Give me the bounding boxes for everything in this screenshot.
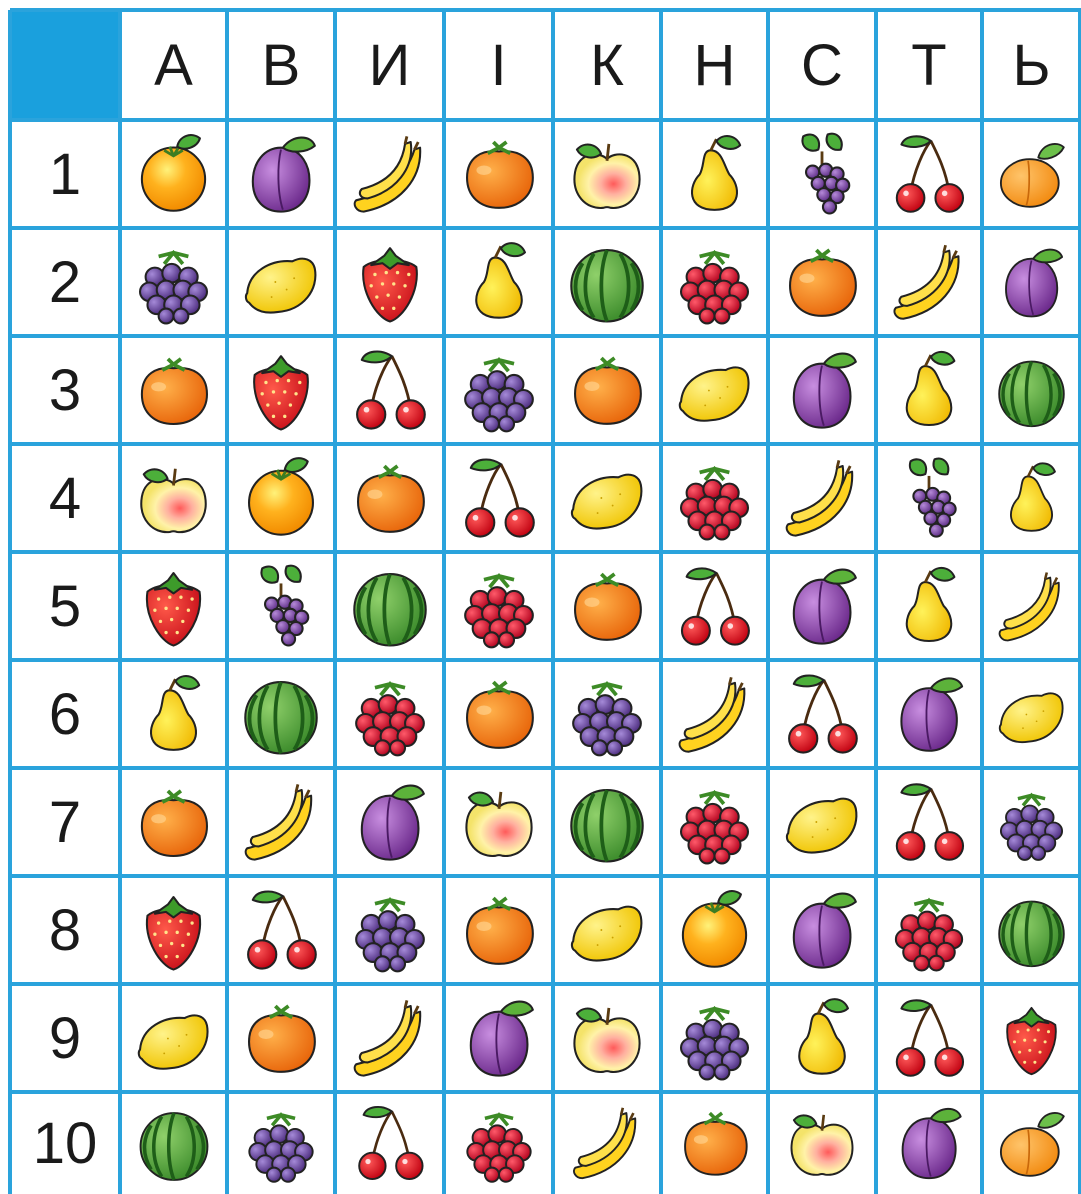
plum-icon	[775, 343, 869, 437]
grid-cell[interactable]	[771, 987, 873, 1089]
grid-cell[interactable]	[879, 123, 979, 225]
watermelon-icon	[560, 775, 654, 869]
grid-line-horizontal	[10, 442, 1081, 446]
column-header: Ь	[1012, 32, 1051, 98]
grapes-icon	[234, 559, 328, 653]
blackberry-icon	[452, 343, 546, 437]
grid-cell[interactable]	[985, 879, 1078, 981]
banana-icon	[989, 564, 1074, 649]
grid-cell[interactable]	[664, 339, 765, 441]
lemon-icon	[560, 451, 654, 545]
cherries-icon	[668, 560, 761, 653]
grid-cell[interactable]	[230, 555, 332, 657]
pear-icon	[775, 991, 869, 1085]
grid-cell[interactable]	[230, 1095, 332, 1191]
grid-line-horizontal	[10, 982, 1081, 986]
watermelon-icon	[130, 1099, 218, 1187]
lemon-icon	[989, 672, 1074, 757]
strawberry-icon	[127, 884, 220, 977]
plum-icon	[775, 559, 869, 653]
grid-cell[interactable]	[230, 987, 332, 1089]
column-header: Т	[911, 32, 947, 98]
grid-line-horizontal	[10, 550, 1081, 554]
row-header: 5	[48, 573, 82, 639]
grid-cell[interactable]	[771, 771, 873, 873]
plum-icon	[885, 1099, 973, 1187]
column-header: К	[590, 32, 624, 98]
cherries-icon	[452, 451, 546, 545]
raspberry-icon	[452, 559, 546, 653]
row-header: 6	[48, 681, 82, 747]
grid-cell[interactable]	[447, 555, 550, 657]
tangerine-icon	[127, 344, 220, 437]
grid-cell[interactable]	[556, 231, 658, 333]
grid-cell[interactable]	[447, 1095, 550, 1191]
blackberry-icon	[560, 667, 654, 761]
row-header: 9	[48, 1005, 82, 1071]
grid-cell[interactable]	[338, 879, 441, 981]
orange-icon	[127, 128, 220, 221]
banana-icon	[343, 127, 437, 221]
column-header: В	[261, 32, 301, 98]
grid-cell[interactable]	[447, 987, 550, 1089]
raspberry-icon	[668, 236, 761, 329]
orange-icon	[234, 451, 328, 545]
grid-line-vertical	[333, 10, 337, 1194]
plum-icon	[989, 240, 1074, 325]
grid-cell[interactable]	[664, 231, 765, 333]
grid-line-vertical	[874, 10, 878, 1194]
grid-cell[interactable]	[771, 339, 873, 441]
grid-cell[interactable]	[664, 771, 765, 873]
grid-line-horizontal	[10, 1090, 1081, 1094]
watermelon-icon	[343, 559, 437, 653]
grid-line-vertical	[551, 10, 555, 1194]
grid-cell[interactable]	[664, 987, 765, 1089]
grid-cell[interactable]	[771, 879, 873, 981]
grid-cell[interactable]	[985, 339, 1078, 441]
apple-icon	[560, 127, 654, 221]
plum-icon	[343, 775, 437, 869]
raspberry-icon	[883, 884, 975, 976]
grid-cell[interactable]	[879, 771, 979, 873]
grid-cell[interactable]	[556, 123, 658, 225]
grid-line-vertical	[442, 10, 446, 1194]
blackberry-icon	[989, 780, 1074, 865]
grid-cell[interactable]	[338, 1095, 441, 1191]
grid-cell[interactable]	[556, 447, 658, 549]
apple-icon	[560, 991, 654, 1085]
grid-cell[interactable]	[879, 1095, 979, 1191]
apple-icon	[778, 1099, 866, 1187]
row-header: 7	[48, 789, 82, 855]
grid-cell[interactable]	[123, 1095, 224, 1191]
grid-cell[interactable]	[230, 663, 332, 765]
grid-cell[interactable]	[338, 663, 441, 765]
orange-icon	[668, 884, 761, 977]
grid-cell[interactable]	[985, 987, 1078, 1089]
grid-cell[interactable]	[879, 987, 979, 1089]
tangerine-icon	[452, 883, 546, 977]
grid-cell[interactable]	[230, 123, 332, 225]
blackberry-icon	[343, 883, 437, 977]
grid-cell[interactable]	[123, 879, 224, 981]
grid-cell[interactable]	[664, 879, 765, 981]
pear-icon	[452, 235, 546, 329]
grid-line-horizontal	[10, 226, 1081, 230]
plum-icon	[234, 127, 328, 221]
grid-cell[interactable]	[556, 663, 658, 765]
plum-icon	[775, 883, 869, 977]
lemon-icon	[668, 344, 761, 437]
grid-cell[interactable]	[985, 1095, 1078, 1191]
lemon-icon	[127, 992, 220, 1085]
grid-cell[interactable]	[664, 123, 765, 225]
grid-cell[interactable]	[771, 663, 873, 765]
grid-line-vertical	[225, 10, 229, 1194]
grid-cell[interactable]	[985, 447, 1078, 549]
grapes-icon	[775, 127, 869, 221]
strawberry-icon	[343, 235, 437, 329]
grid-cell[interactable]	[447, 663, 550, 765]
grid-line-horizontal	[10, 766, 1081, 770]
strawberry-icon	[127, 560, 220, 653]
tangerine-icon	[452, 127, 546, 221]
grid-cell[interactable]	[123, 231, 224, 333]
banana-icon	[563, 1099, 651, 1187]
banana-icon	[343, 991, 437, 1085]
apple-icon	[452, 775, 546, 869]
cherries-icon	[346, 1099, 434, 1187]
corner-cell	[12, 12, 120, 120]
cherries-icon	[883, 776, 975, 868]
raspberry-icon	[343, 667, 437, 761]
grid-cell[interactable]	[771, 231, 873, 333]
raspberry-icon	[455, 1099, 543, 1187]
watermelon-icon	[989, 888, 1074, 973]
tangerine-icon	[127, 776, 220, 869]
lemon-icon	[234, 235, 328, 329]
grid-line-horizontal	[10, 874, 1081, 878]
apricot-icon	[989, 1101, 1074, 1186]
grid-cell[interactable]	[556, 771, 658, 873]
grid-cell[interactable]	[556, 1095, 658, 1191]
cherries-icon	[883, 128, 975, 220]
watermelon-icon	[560, 235, 654, 329]
banana-icon	[234, 775, 328, 869]
row-header: 4	[48, 465, 82, 531]
blackberry-icon	[127, 236, 220, 329]
grid-cell[interactable]	[230, 879, 332, 981]
banana-icon	[668, 668, 761, 761]
grid-cell[interactable]	[985, 123, 1078, 225]
grid-cell[interactable]	[664, 447, 765, 549]
tangerine-icon	[234, 991, 328, 1085]
grid-cell[interactable]	[338, 123, 441, 225]
grid-cell[interactable]	[985, 771, 1078, 873]
tangerine-icon	[452, 667, 546, 761]
grid-cell[interactable]	[771, 555, 873, 657]
grid-cell[interactable]	[556, 555, 658, 657]
watermelon-icon	[989, 348, 1074, 433]
column-header: Н	[693, 32, 736, 98]
strawberry-icon	[989, 996, 1074, 1081]
grid-cell[interactable]	[230, 771, 332, 873]
tangerine-icon	[671, 1099, 759, 1187]
grid-cell[interactable]	[556, 987, 658, 1089]
column-header: С	[801, 32, 843, 98]
grid-cell[interactable]	[879, 555, 979, 657]
grid-cell[interactable]	[123, 447, 224, 549]
cherries-icon	[883, 992, 975, 1084]
grid-cell[interactable]	[447, 339, 550, 441]
row-header: 2	[48, 249, 82, 315]
blackberry-icon	[668, 992, 761, 1085]
apple-icon	[127, 452, 220, 545]
banana-icon	[883, 236, 975, 328]
grid-cell[interactable]	[664, 663, 765, 765]
raspberry-icon	[668, 776, 761, 869]
grid-cell[interactable]	[338, 339, 441, 441]
grid-line-vertical	[659, 10, 663, 1194]
pear-icon	[668, 128, 761, 221]
grid-cell[interactable]	[123, 987, 224, 1089]
tangerine-icon	[560, 559, 654, 653]
strawberry-icon	[234, 343, 328, 437]
grid-cell[interactable]	[879, 339, 979, 441]
pear-icon	[127, 668, 220, 761]
grid-cell[interactable]	[664, 555, 765, 657]
cherries-icon	[775, 667, 869, 761]
grid-cell[interactable]	[879, 879, 979, 981]
grid-cell[interactable]	[123, 339, 224, 441]
grid-line-horizontal	[10, 658, 1081, 662]
row-header: 3	[48, 357, 82, 423]
grid-cell[interactable]	[230, 339, 332, 441]
grid-cell[interactable]	[447, 231, 550, 333]
grid-cell[interactable]	[447, 879, 550, 981]
grid-cell[interactable]	[230, 231, 332, 333]
blackberry-icon	[237, 1099, 325, 1187]
column-header: А	[154, 32, 193, 98]
grid-cell[interactable]	[771, 447, 873, 549]
column-header: І	[490, 32, 507, 98]
raspberry-icon	[668, 452, 761, 545]
grid-cell[interactable]	[771, 123, 873, 225]
grapes-icon	[883, 452, 975, 544]
grid-cell[interactable]	[338, 987, 441, 1089]
grid-cell[interactable]	[556, 879, 658, 981]
grid-cell[interactable]	[338, 447, 441, 549]
grid-cell[interactable]	[123, 663, 224, 765]
grid-cell[interactable]	[447, 771, 550, 873]
tangerine-icon	[343, 451, 437, 545]
grid-cell[interactable]	[123, 555, 224, 657]
grid-cell[interactable]	[985, 555, 1078, 657]
column-header: И	[368, 32, 411, 98]
plum-icon	[452, 991, 546, 1085]
lemon-icon	[775, 775, 869, 869]
grid-cell[interactable]	[230, 447, 332, 549]
grid-cell[interactable]	[771, 1095, 873, 1191]
grid-cell[interactable]	[447, 123, 550, 225]
pear-icon	[883, 560, 975, 652]
tangerine-icon	[775, 235, 869, 329]
row-header: 10	[32, 1110, 98, 1176]
apricot-icon	[989, 132, 1074, 217]
grid-line-vertical	[980, 10, 984, 1194]
tangerine-icon	[560, 343, 654, 437]
grid-cell[interactable]	[985, 231, 1078, 333]
grid-cell[interactable]	[879, 663, 979, 765]
grid-cell[interactable]	[879, 231, 979, 333]
cherries-icon	[234, 883, 328, 977]
grid-cell[interactable]	[338, 771, 441, 873]
pear-icon	[989, 456, 1074, 541]
grid-cell[interactable]	[338, 231, 441, 333]
row-header: 1	[48, 141, 82, 207]
lemon-icon	[560, 883, 654, 977]
cherries-icon	[343, 343, 437, 437]
row-header: 8	[48, 897, 82, 963]
plum-icon	[883, 668, 975, 760]
grid-cell[interactable]	[123, 771, 224, 873]
grid-line-horizontal	[10, 334, 1081, 338]
grid-cell[interactable]	[879, 447, 979, 549]
grid-cell[interactable]	[985, 663, 1078, 765]
pear-icon	[883, 344, 975, 436]
grid-cell[interactable]	[123, 123, 224, 225]
grid-cell[interactable]	[664, 1095, 765, 1191]
grid-cell[interactable]	[447, 447, 550, 549]
watermelon-icon	[234, 667, 328, 761]
grid-line-vertical	[766, 10, 770, 1194]
grid-cell[interactable]	[556, 339, 658, 441]
banana-icon	[775, 451, 869, 545]
grid-cell[interactable]	[338, 555, 441, 657]
